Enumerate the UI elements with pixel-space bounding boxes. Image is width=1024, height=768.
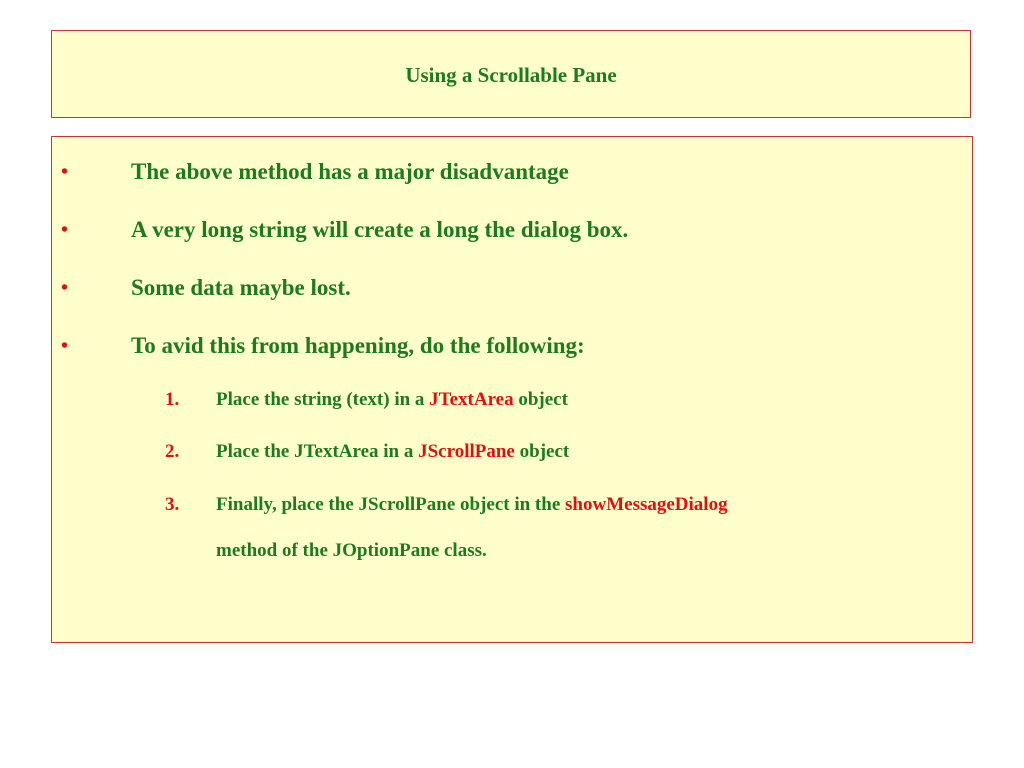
bullet-text: Some data maybe lost. xyxy=(131,275,351,300)
bullet-icon: • xyxy=(61,277,69,299)
step-highlight: JScrollPane xyxy=(418,441,515,462)
step-text-part: Place the string (text) in a xyxy=(216,389,430,410)
step-number: 2. xyxy=(165,441,180,462)
step-continuation: method of the JOptionPane class. xyxy=(216,540,487,561)
step-highlight: JTextArea xyxy=(429,389,514,410)
step-number: 3. xyxy=(165,494,180,515)
bullet-icon: • xyxy=(61,335,69,357)
bullet-item xyxy=(52,331,952,361)
content-box xyxy=(51,136,973,643)
bullet-item xyxy=(52,273,952,303)
step-text-part: Finally, place the JScrollPane object in the xyxy=(216,494,566,515)
bullet-icon: • xyxy=(61,161,69,183)
slide-title: Using a Scrollable Pane xyxy=(405,63,617,87)
bullet-icon: • xyxy=(61,219,69,241)
step-number: 1. xyxy=(165,389,180,410)
step-highlight: showMessageDialog xyxy=(565,494,728,515)
step-text-part: Place the JTextArea in a xyxy=(216,441,419,462)
step-text-part: object xyxy=(514,441,570,462)
bullet-text: To avid this from happening, do the following: xyxy=(131,333,585,358)
title-box xyxy=(51,30,971,118)
step-text-part: object xyxy=(513,389,568,410)
bullet-item xyxy=(52,157,952,187)
step-text xyxy=(216,387,916,413)
bullet-text: A very long string will create a long the dialog box. xyxy=(131,217,629,242)
step-text xyxy=(216,439,916,465)
bullet-item xyxy=(52,215,952,245)
step-text xyxy=(216,492,916,564)
bullet-text: The above method has a major disadvantage xyxy=(131,159,569,184)
